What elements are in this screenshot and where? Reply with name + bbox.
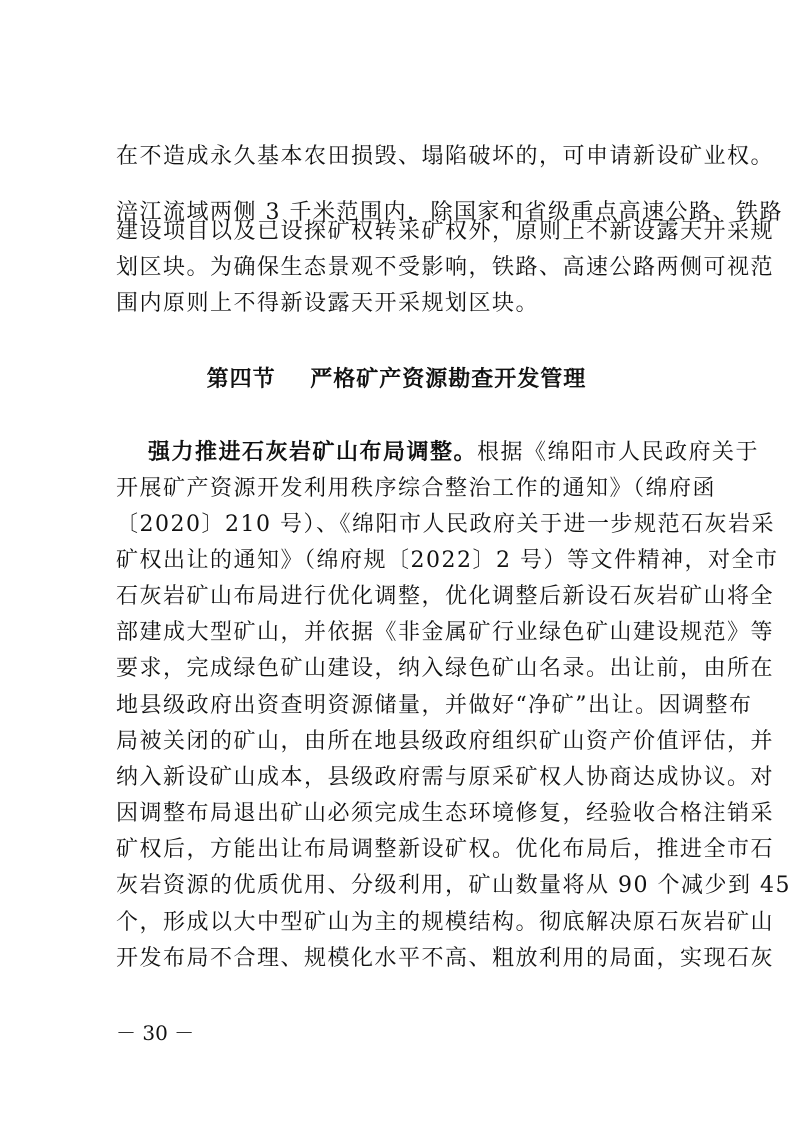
text-line: 要求，完成绿色矿山建设，纳入绿色矿山名录。出让前，由所在 [116,656,775,681]
text-line: 局被关闭的矿山，由所在地县级政府组织矿山资产价值评估，并 [116,729,775,754]
text-line: 纳入新设矿山成本，县级政府需与原采矿权人协商达成协议。对 [116,765,775,790]
lead-continuation: 根据《绵阳市人民政府关于 [477,440,760,465]
text-line: 灰岩资源的优质优用、分级利用，矿山数量将从 90 个减少到 45 [116,873,791,898]
text-line: 划区块。为确保生态景观不受影响，铁路、高速公路两侧可视范 [116,255,775,280]
bold-lead: 强力推进石灰岩矿山布局调整。 [148,439,478,465]
text-line: 矿权出让的通知》（绵府规〔2022〕2 号）等文件精神，对全市 [116,548,779,573]
paragraph-first-line [148,438,760,467]
text-line: 地县级政府出资查明资源储量，并做好“净矿”出让。因调整布 [116,693,753,718]
section-heading: 第四节 严格矿产资源勘查开发管理 [206,367,587,392]
text-line: 石灰岩矿山布局进行优化调整，优化调整后新设石灰岩矿山将全 [116,584,775,609]
text-line: 矿权后，方能出让布局调整新设矿权。优化布局后，推进全市石 [116,837,775,862]
text-line: 因调整布局退出矿山必须完成生态环境修复，经验收合格注销采 [116,801,775,826]
page-number: － 30 － [116,1021,195,1045]
text-line: 涪江流域两侧 3 千米范围内，除国家和省级重点高速公路、铁路 [116,200,783,225]
text-line: 围内原则上不得新设露天开采规划区块。 [116,291,540,316]
text-line: 部建成大型矿山，并依据《非金属矿行业绿色矿山建设规范》等 [116,620,775,645]
text-line: 〔2020〕210 号）、《绵阳市人民政府关于进一步规范石灰岩采 [116,512,775,537]
text-line: 个，形成以大中型矿山为主的规模结构。彻底解决原石灰岩矿山 [116,910,775,935]
text-line: 在不造成永久基本农田损毁、塌陷破坏的，可申请新设矿业权。 [116,144,775,169]
text-line: 建设项目以及已设探矿权转采矿权外，原则上不新设露天开采规 [116,219,775,244]
text-line: 开展矿产资源开发利用秩序综合整治工作的通知》（绵府函 [116,476,717,501]
text-line: 开发布局不合理、规模化水平不高、粗放利用的局面，实现石灰 [116,946,775,971]
